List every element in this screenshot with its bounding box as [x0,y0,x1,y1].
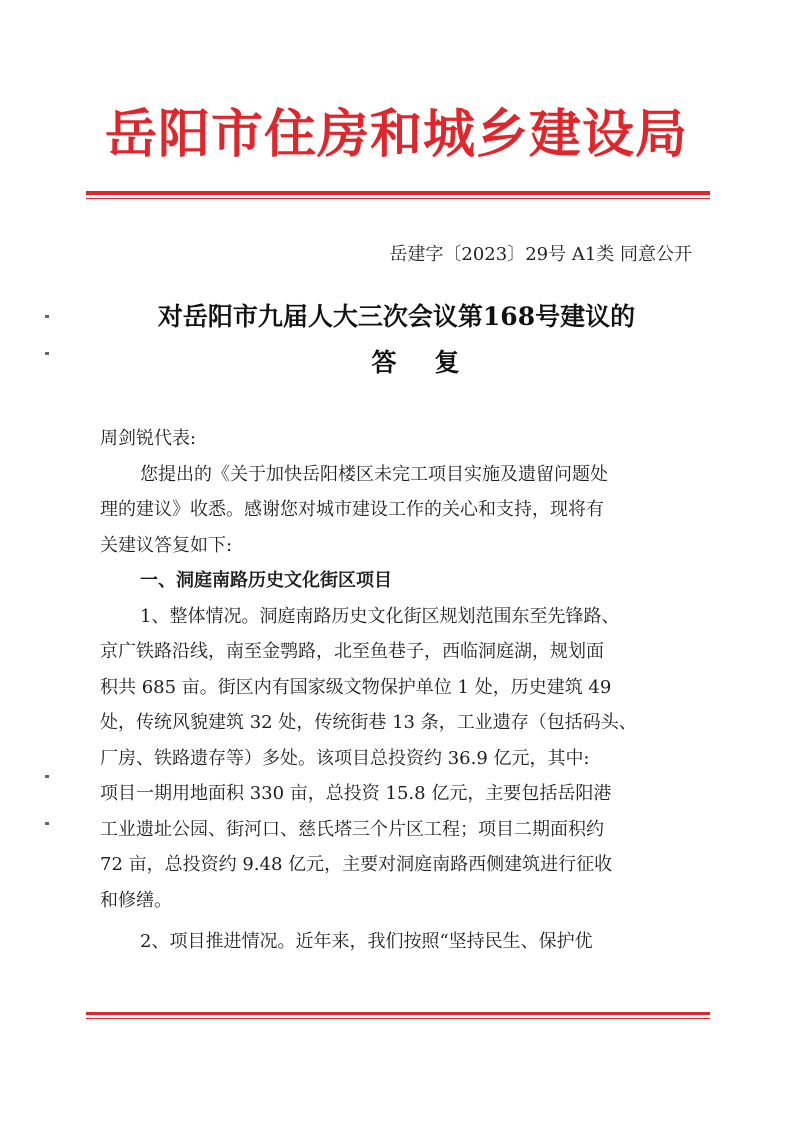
paragraph-line: 工业遗址公园、街河口、慈氏塔三个片区工程；项目二期面积约 [100,818,604,840]
paragraph-line: 72 亩，总投资约 9.48 亿元，主要对洞庭南路西侧建筑进行征收 [100,854,613,875]
section-heading: 一、洞庭南路历史文化街区项目 [140,570,392,591]
document-title-line1: 对岳阳市九届人大三次会议第168号建议的 [157,302,636,331]
paragraph-line: 处，传统风貌建筑 32 处，传统街巷 13 条，工业遗存（包括码头、 [100,712,637,733]
paragraph-line: 您提出的《关于加快岳阳楼区未完工项目实施及遗留问题处 [140,463,608,485]
paragraph-line: 厂房、铁路遗存等）多处。该项目总投资约 36.9 亿元，其中: [100,747,590,769]
paragraph-line: 关建议答复如下: [100,534,233,556]
footer-red-rule-thick [86,1012,710,1015]
paragraph-line: 1、整体情况。洞庭南路历史文化街区规划范围东至先锋路、 [140,605,620,627]
scan-margin-mark [45,315,49,318]
paragraph-line: 2、项目推进情况。近年来，我们按照“坚持民生、保护优 [140,931,593,952]
paragraph-line: 理的建议》收悉。感谢您对城市建设工作的关心和支持，现将有 [100,499,604,520]
paragraph-line: 项目一期用地面积 330 亩，总投资 15.8 亿元，主要包括岳阳港 [100,783,612,804]
paragraph-line: 和修缮。 [100,889,172,911]
footer-red-rule-thin [86,1018,710,1019]
salutation: 周剑锐代表: [100,428,197,449]
document-body [100,421,700,960]
letterhead-red-rule-thin [86,198,710,199]
paragraph-line: 积共 685 亩。街区内有国家级文物保护单位 1 处，历史建筑 49 [100,676,612,698]
scan-margin-mark [45,352,49,355]
document-number: 岳建字〔2023〕29号 A1类 同意公开 [389,244,692,265]
letterhead-red-rule-thick [86,191,710,195]
letterhead-org-name: 岳阳市住房和城乡建设局 [104,104,688,165]
scan-margin-mark [45,775,49,778]
scan-margin-mark [45,822,49,825]
document-title-line2: 答复 [371,348,498,377]
paragraph-line: 京广铁路沿线，南至金鹗路，北至鱼巷子，西临洞庭湖，规划面 [100,641,604,662]
